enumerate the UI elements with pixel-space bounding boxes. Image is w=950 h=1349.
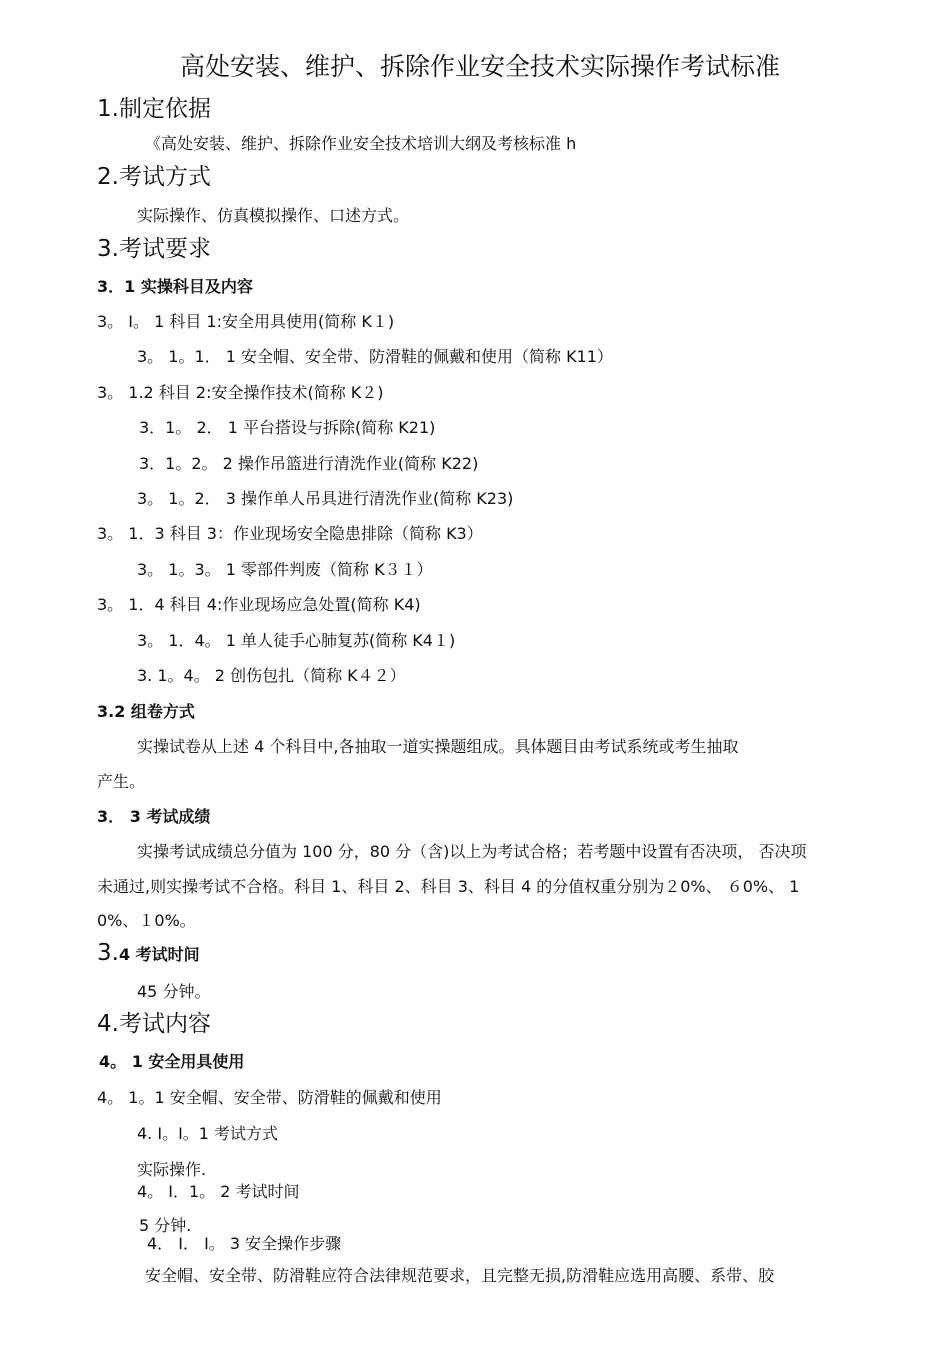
subsection-3-3-heading: 3． 3 考试成绩 — [97, 807, 211, 826]
section-4-heading: 4.考试内容 — [97, 1011, 211, 1037]
score-line-2: 未通过,则实操考试不合格。科目 1、科目 2、科目 3、科目 4 的分值权重分别为２0%、 ６0%、 1 — [97, 877, 800, 896]
item-4-1-1: 4。 1。1 安全帽、安全带、防滑鞋的佩戴和使用 — [97, 1088, 442, 1107]
paper-composition-line-2: 产生。 — [97, 772, 146, 791]
subject-k1: 3。 I。 1 科目 1:安全用具使用(简称 K１) — [97, 312, 395, 331]
item-k41: 3。 1．4。 1 单人徒手心肺复苏(简称 K4１) — [137, 631, 456, 650]
subject-k3: 3。 1．3 科目 3：作业现场安全隐患排除（简称 K3） — [97, 524, 483, 543]
item-4-1-1-3-heading: 4． I． I。 3 安全操作步骤 — [147, 1234, 342, 1253]
item-4-1-1-1-heading: 4. I。I。1 考试方式 — [137, 1124, 279, 1143]
exam-method-text: 实际操作、仿真模拟操作、口述方式。 — [137, 206, 410, 225]
item-k31: 3。 1。3。 1 零部件判废（简称 K３１） — [137, 560, 433, 579]
subject-k2: 3。 1.2 科目 2:安全操作技术(简称 K２) — [97, 383, 384, 402]
subsection-3-1-heading: 3．1 实操科目及内容 — [97, 277, 253, 296]
section-3-heading: 3.考试要求 — [97, 236, 211, 262]
subsection-3-4-title: 4 考试时间 — [118, 945, 200, 964]
basis-text: 《高处安装、维护、拆除作业安全技术培训大纲及考核标准 h — [145, 134, 577, 153]
paper-composition-line-1: 实操试卷从上述 4 个科目中,各抽取一道实操题组成。具体题目由考试系统或考生抽取 — [137, 737, 739, 756]
document-title: 高处安装、维护、拆除作业安全技术实际操作考试标准 — [180, 52, 781, 81]
subsection-4-1-heading: 4。 1 安全用具使用 — [99, 1052, 245, 1071]
subject-k4: 3。 1．4 科目 4:作业现场应急处置(简称 K4) — [97, 595, 421, 614]
item-4-1-1-3-text: 安全帽、安全带、防滑鞋应符合法律规范要求，且完整无损,防滑鞋应选用高腰、系带、胶 — [145, 1266, 775, 1285]
subsection-3-2-heading: 3.2 组卷方式 — [97, 702, 195, 721]
item-k22: 3．1。2。 2 操作吊篮进行清洗作业(简称 K22) — [139, 454, 479, 473]
score-line-1: 实操考试成绩总分值为 100 分，80 分（含)以上为考试合格；若考题中设置有否决项， 否决项 — [137, 842, 807, 861]
score-line-3: 0%、１0%。 — [97, 911, 196, 930]
item-k11: 3。 1。1． 1 安全帽、安全带、防滑鞋的佩戴和使用（简称 K11） — [137, 347, 613, 366]
item-4-1-1-1-text: 实际操作. — [137, 1160, 207, 1179]
item-4-1-1-2-text: 5 分钟. — [139, 1216, 192, 1235]
item-k42: 3. 1。4。 2 创伤包扎（简称 K４２） — [137, 666, 406, 685]
subsection-3-4-number: 3. — [97, 940, 119, 966]
section-1-heading: 1.制定依据 — [97, 96, 211, 122]
item-k21: 3．1。 2． 1 平台搭设与拆除(简称 K21) — [139, 418, 436, 437]
exam-duration-text: 45 分钟。 — [137, 982, 211, 1001]
item-4-1-1-2-heading: 4。 I．1。 2 考试时间 — [137, 1182, 300, 1201]
subsection-3-4-heading — [97, 940, 200, 968]
item-k23: 3。 1。2． 3 操作单人吊具进行清洗作业(简称 K23) — [137, 489, 514, 508]
section-2-heading: 2.考试方式 — [97, 164, 211, 190]
